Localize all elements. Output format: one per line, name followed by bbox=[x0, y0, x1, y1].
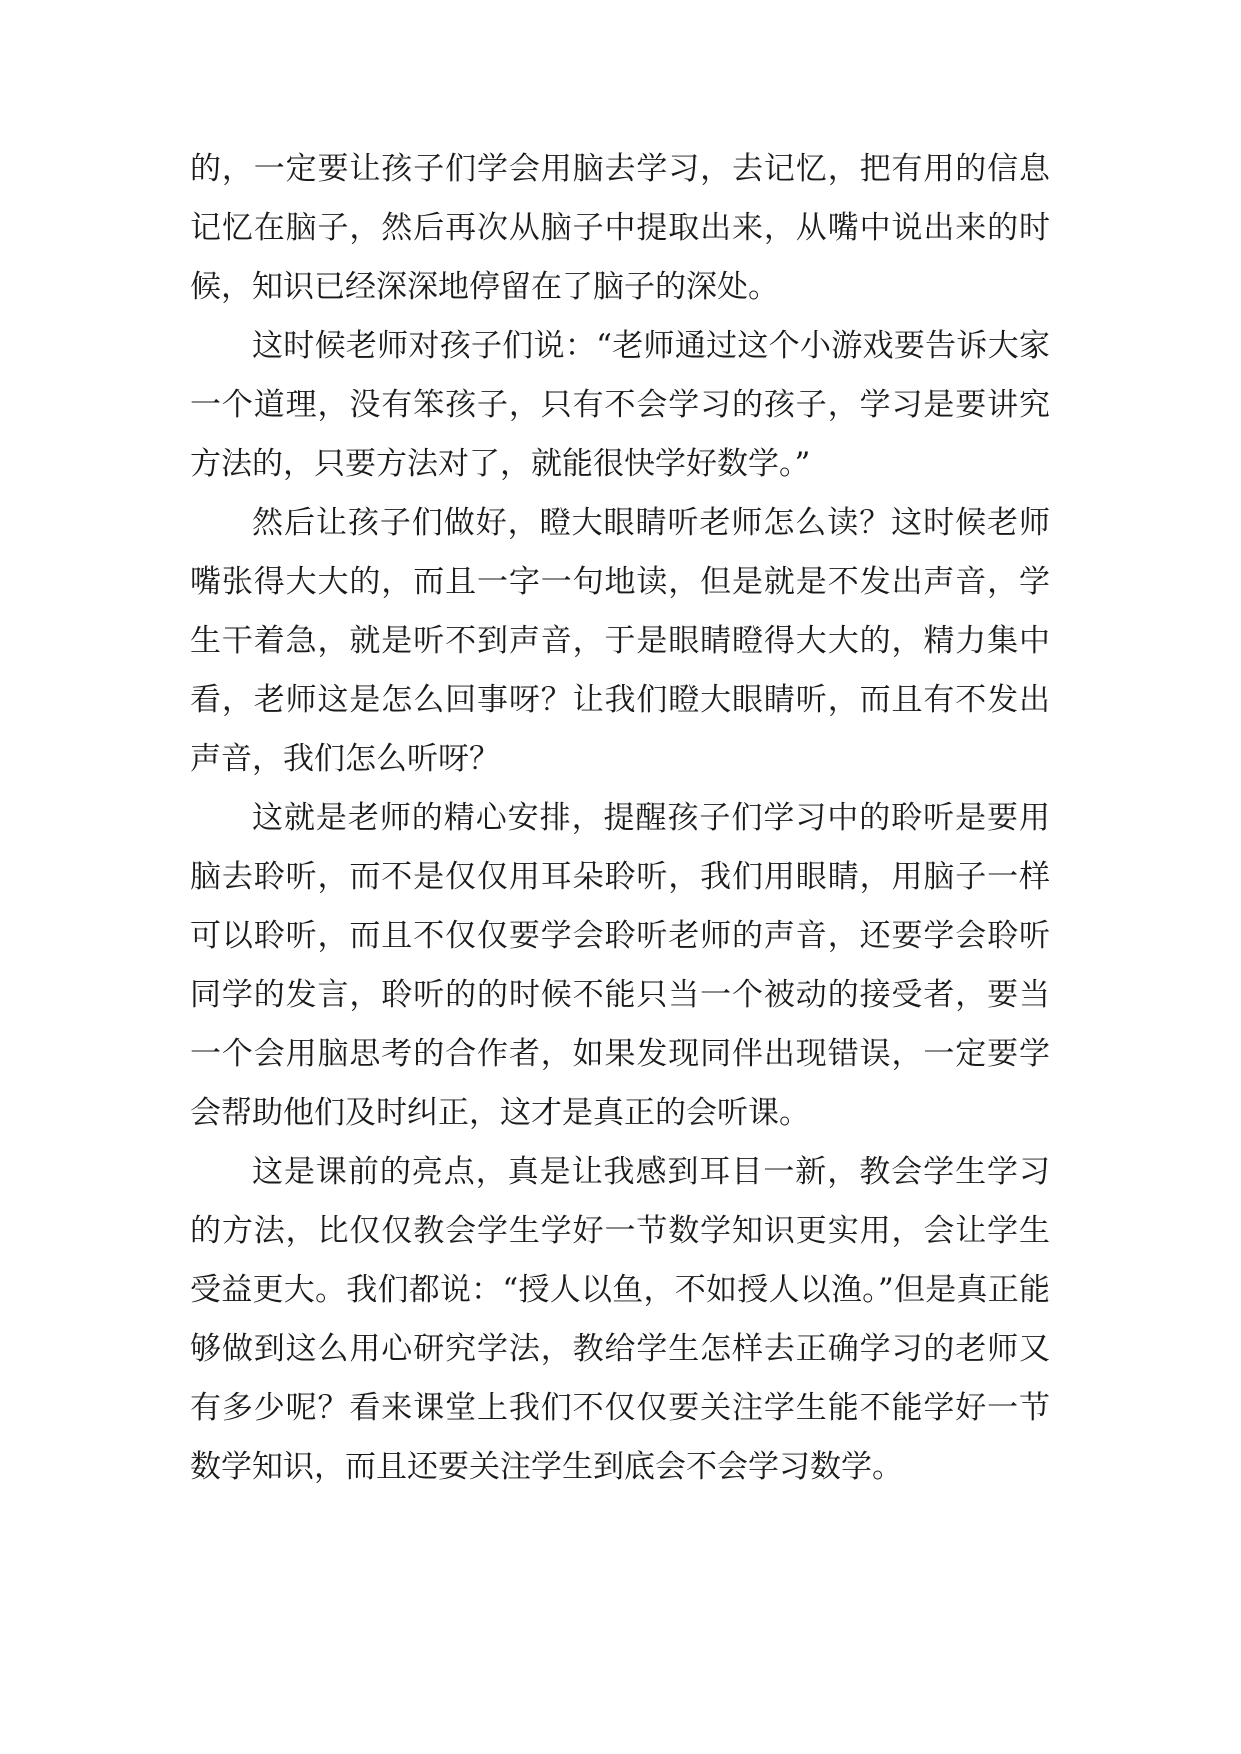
paragraph-listening: 这就是老师的精心安排，提醒孩子们学习中的聆听是要用脑去聆听，而不是仅仅用耳朵聆听，我们用眼睛，用脑子一样可以聆听，而且不仅仅要学会聆听老师的声音，还要学会聆听同学的发言，聆听的的时候不能只当一个被动的接受者，要当一个会用脑思考的合作者，如果发现同伴出现错误，一定要学会帮助他们及时纠正，这才是真正的会听课。 bbox=[190, 800, 1050, 1131]
paragraph-teacher-speech: 这时候老师对孩子们说：“老师通过这个小游戏要告诉大家一个道理，没有笨孩子，只有不会学习的孩子，学习是要讲究方法的，只要方法对了，就能很快学好数学。” bbox=[190, 328, 1050, 482]
document-body bbox=[190, 140, 1050, 1497]
paragraph-highlight: 这是课前的亮点，真是让我感到耳目一新，教会学生学习的方法，比仅仅教会学生学好一节数学知识更实用，会让学生受益更大。我们都说：“授人以鱼，不如授人以渔。”但是真正能够做到这么用心研究学法，教给学生怎样去正确学习的老师又有多少呢？看来课堂上我们不仅仅要关注学生能不能学好一节数学知识，而且还要关注学生到底会不会学习数学。 bbox=[190, 1154, 1050, 1485]
paragraph-silent-reading: 然后让孩子们做好，瞪大眼睛听老师怎么读？这时候老师嘴张得大大的，而且一字一句地读，但是就是不发出声音，学生干着急，就是听不到声音，于是眼睛瞪得大大的，精力集中看，老师这是怎么回事呀？让我们瞪大眼睛听，而且有不发出声音，我们怎么听呀？ bbox=[190, 505, 1050, 777]
paragraph-continued: 的，一定要让孩子们学会用脑去学习，去记忆，把有用的信息记忆在脑子，然后再次从脑子中提取出来，从嘴中说出来的时候，知识已经深深地停留在了脑子的深处。 bbox=[190, 151, 1050, 305]
